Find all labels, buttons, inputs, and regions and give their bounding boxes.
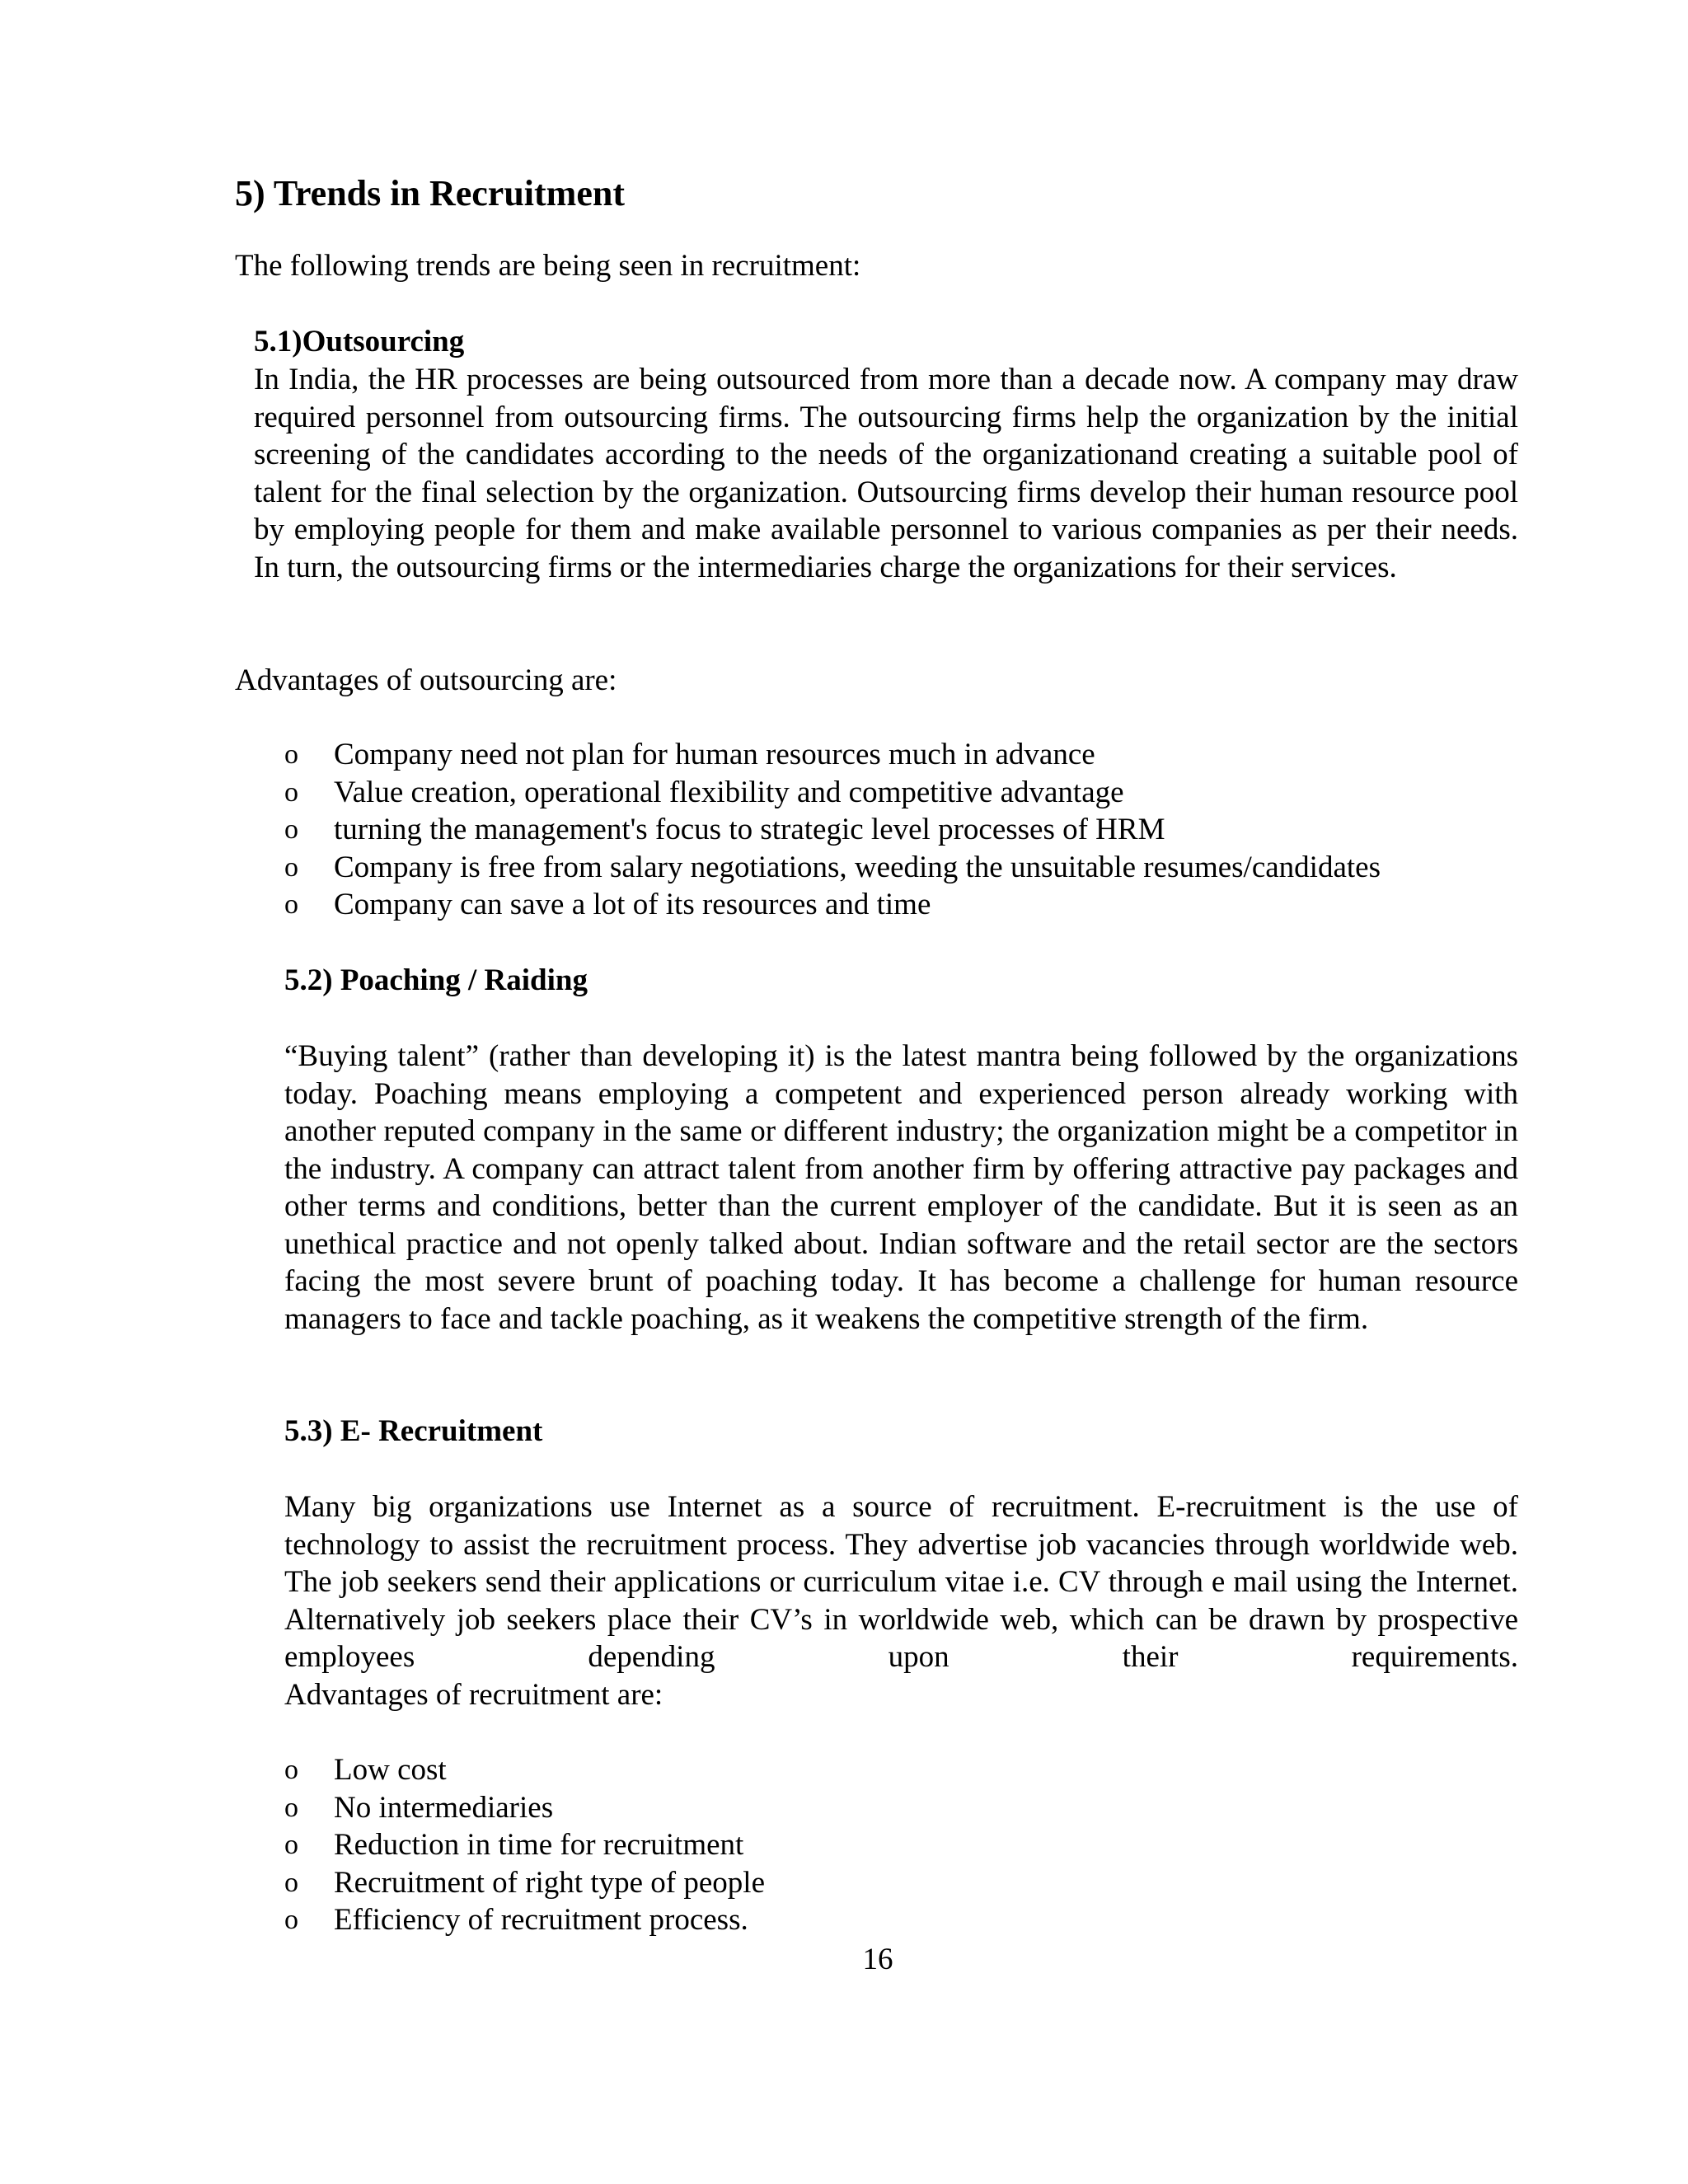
outsourcing-advantages-list (284, 736, 1381, 924)
erecruitment-advantages-list (284, 1751, 765, 1939)
outsourcing-heading: 5.1)Outsourcing (254, 325, 465, 359)
erecruitment-advantages-label: Advantages of recruitment are: (284, 1678, 663, 1712)
bullet-icon: o (284, 1755, 298, 1785)
list-item: o Company need not plan for human resources much in advance (284, 736, 1381, 774)
outsourcing-advantages-label: Advantages of outsourcing are: (235, 663, 617, 697)
bullet-icon: o (284, 1867, 298, 1898)
poaching-heading: 5.2) Poaching / Raiding (284, 963, 588, 997)
bullet-icon: o (284, 1792, 298, 1823)
erecruitment-paragraph: Many big organizations use Internet as a source of recruitment. E-recruitment is the use of technology to assist the recruitment process. They advertise job vacancies through worldwide web. The job seekers send their applications or curriculum vitae i.e. CV through e mail using the Internet. Alternatively job seekers place their CV’s in worldwide web, which can be drawn by prospective employees depending upon their requirements. (284, 1490, 1518, 1674)
list-item: o No intermediaries (284, 1789, 765, 1827)
outsourcing-paragraph: In India, the HR processes are being outsourced from more than a decade now. A company may draw required personnel from outsourcing firms. The outsourcing firms help the organization by the initial screening of the candidates according to the needs of the organizationand creating a suitable pool of talent for the final selection by the organization. Outsourcing firms develop their human resource pool by employing people for them and make available personnel to various companies as per their needs. In turn, the outsourcing firms or the intermediaries charge the organizations for their services. (254, 363, 1518, 584)
bullet-icon: o (284, 776, 298, 808)
list-item: o Recruitment of right type of people (284, 1864, 765, 1902)
bullet-icon: o (284, 814, 298, 845)
list-item: o Reduction in time for recruitment (284, 1826, 765, 1864)
erecruitment-heading: 5.3) E- Recruitment (284, 1414, 543, 1448)
list-item: o turning the management's focus to strategic level processes of HRM (284, 811, 1381, 849)
section-intro: The following trends are being seen in recruitment: (235, 249, 861, 283)
section-title: 5) Trends in Recruitment (235, 173, 625, 213)
poaching-paragraph: “Buying talent” (rather than developing it) is the latest mantra being followed by the organizations today. Poaching means employing a competent and experienced person already working with another reputed company in the same or different industry; the organization might be a competitor in the industry. A company can attract talent from another firm by offering attractive pay packages and other terms and conditions, better than the current employer of the candidate. But it is seen as an unethical practice and not openly talked about. Indian software and the retail sector are the sectors facing the most severe brunt of poaching today. It has become a challenge for human resource managers to face and tackle poaching, as it weakens the competitive strength of the firm. (284, 1039, 1518, 1336)
list-item: o Value creation, operational flexibility and competitive advantage (284, 774, 1381, 812)
list-item: o Efficiency of recruitment process. (284, 1901, 765, 1939)
bullet-icon: o (284, 851, 298, 883)
bullet-icon: o (284, 889, 298, 920)
list-item: o Company can save a lot of its resources and time (284, 886, 1381, 924)
list-item: o Company is free from salary negotiations, weeding the unsuitable resumes/candidates (284, 849, 1381, 887)
bullet-icon: o (284, 1830, 298, 1860)
bullet-icon: o (284, 739, 298, 770)
page-number: 16 (862, 1943, 893, 1976)
bullet-icon: o (284, 1905, 298, 1935)
list-item: o Low cost (284, 1751, 765, 1789)
